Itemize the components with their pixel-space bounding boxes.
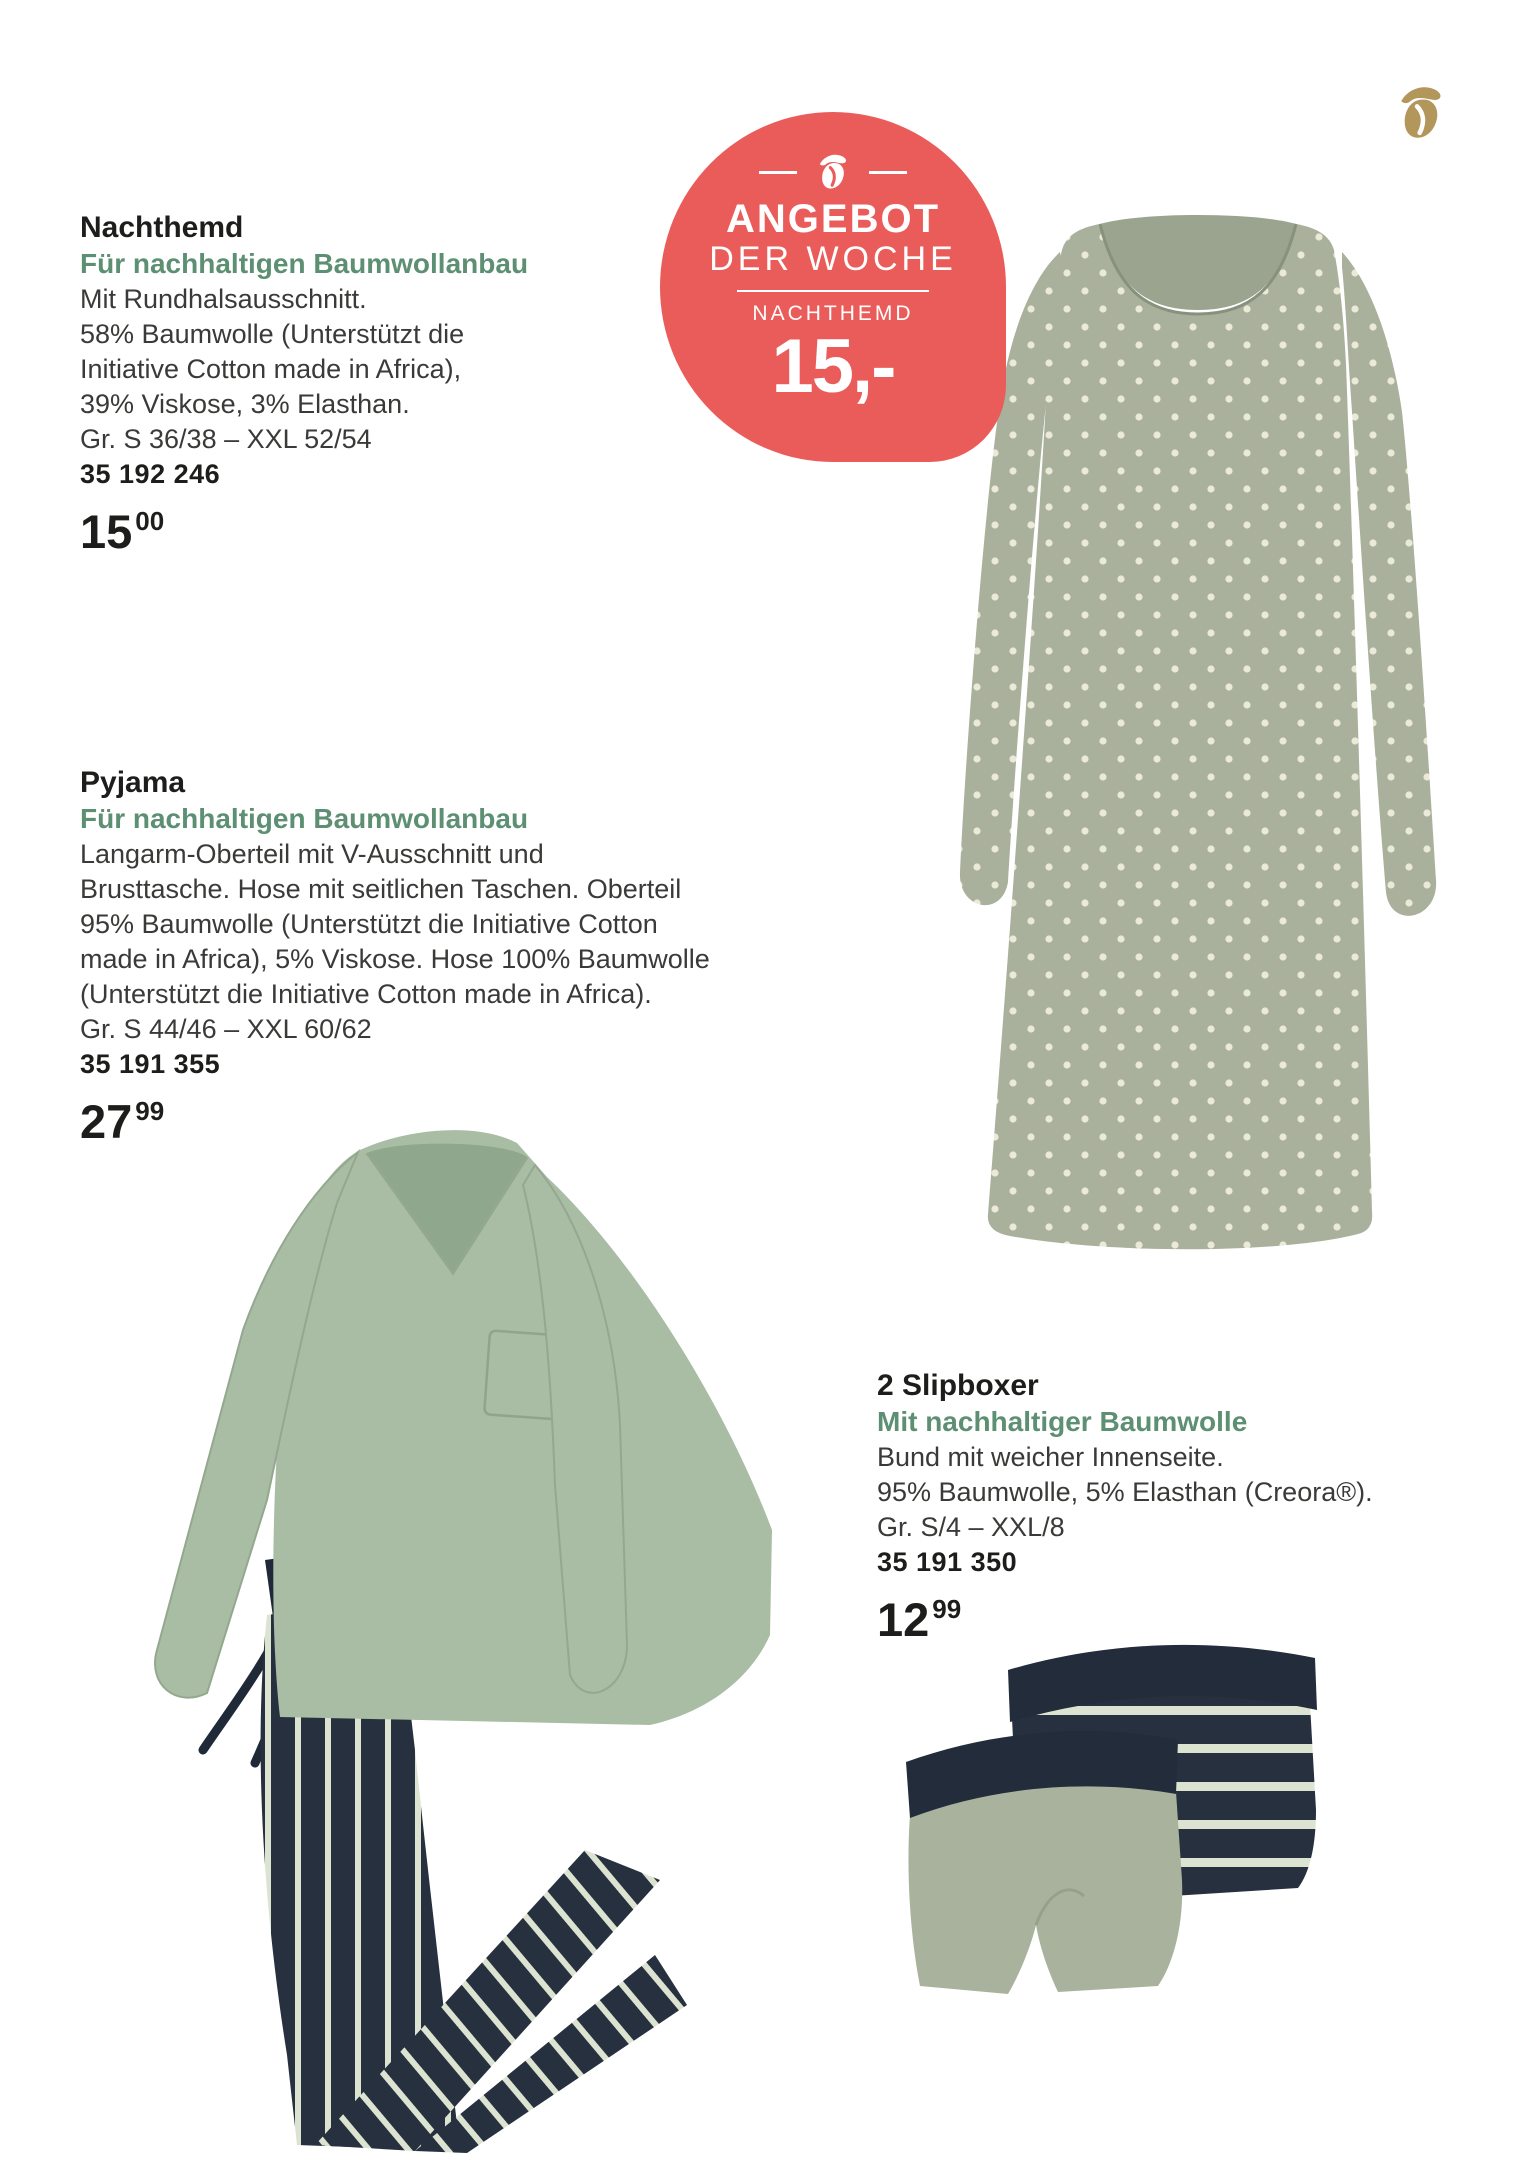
- product-subtitle: Mit nachhaltiger Baumwolle: [877, 1406, 1248, 1437]
- description-line: Brusttasche. Hose mit seitlichen Taschen. Oberteil: [80, 874, 682, 904]
- offer-badge: [660, 112, 1006, 462]
- tchibo-bean-icon: [810, 150, 856, 194]
- badge-logo-row: [759, 150, 907, 194]
- price-decimals: 99: [135, 1096, 165, 1126]
- description-line: Gr. S 36/38 – XXL 52/54: [80, 424, 372, 454]
- description-line: Bund mit weicher Innenseite.: [877, 1442, 1224, 1472]
- product-image-slipboxer: [870, 1630, 1500, 2080]
- article-number: 35 192 246: [80, 459, 221, 489]
- price-main: 15: [80, 505, 133, 558]
- description-line: 58% Baumwolle (Unterstützt die: [80, 319, 465, 349]
- product-price: [80, 506, 528, 565]
- product-subtitle: Für nachhaltigen Baumwollanbau: [80, 803, 529, 834]
- badge-dash-right: [869, 171, 907, 174]
- product-image-pyjama: [115, 1105, 885, 2160]
- description-line: 95% Baumwolle (Unterstützt die Initiative Cotton: [80, 909, 658, 939]
- description-line: made in Africa), 5% Viskose. Hose 100% Baumwolle: [80, 944, 710, 974]
- description-line: 39% Viskose, 3% Elasthan.: [80, 389, 410, 419]
- price-decimals: 99: [932, 1594, 962, 1624]
- description-line: 95% Baumwolle, 5% Elasthan (Creora®).: [877, 1477, 1373, 1507]
- product-title: 2 Slipboxer: [877, 1369, 1039, 1402]
- price-main: 27: [80, 1095, 133, 1148]
- description-line: (Unterstützt die Initiative Cotton made in Africa).: [80, 979, 652, 1009]
- badge-dash-left: [759, 171, 797, 174]
- badge-title-line2: DER WOCHE: [709, 240, 957, 278]
- article-number: 35 191 350: [877, 1547, 1018, 1577]
- price-main: 12: [877, 1593, 930, 1646]
- product-title: Pyjama: [80, 766, 186, 799]
- product-price: [80, 1096, 710, 1155]
- badge-title-line1: ANGEBOT: [726, 197, 940, 241]
- product-description: [80, 282, 528, 457]
- product-price: [877, 1594, 1373, 1653]
- description-line: Langarm-Oberteil mit V-Ausschnitt und: [80, 839, 544, 869]
- product-description: [877, 1440, 1373, 1545]
- price-decimals: 00: [135, 506, 165, 536]
- product-description: [80, 837, 710, 1047]
- badge-product-label: NACHTHEMD: [752, 302, 914, 325]
- tchibo-logo-icon: [1388, 78, 1454, 148]
- description-line: Gr. S 44/46 – XXL 60/62: [80, 1014, 372, 1044]
- description-line: Gr. S/4 – XXL/8: [877, 1512, 1065, 1542]
- badge-price: 15,-: [771, 324, 895, 409]
- product-image-nachthemd: [950, 192, 1490, 1250]
- description-line: Initiative Cotton made in Africa),: [80, 354, 462, 384]
- article-number: 35 191 355: [80, 1049, 221, 1079]
- product-card-pyjama: [80, 765, 710, 1155]
- badge-divider: [737, 290, 929, 292]
- product-title: Nachthemd: [80, 211, 244, 244]
- product-card-nachthemd: [80, 210, 528, 565]
- product-card-slipboxer: [877, 1368, 1373, 1653]
- description-line: Mit Rundhalsausschnitt.: [80, 284, 367, 314]
- product-subtitle: Für nachhaltigen Baumwollanbau: [80, 248, 529, 279]
